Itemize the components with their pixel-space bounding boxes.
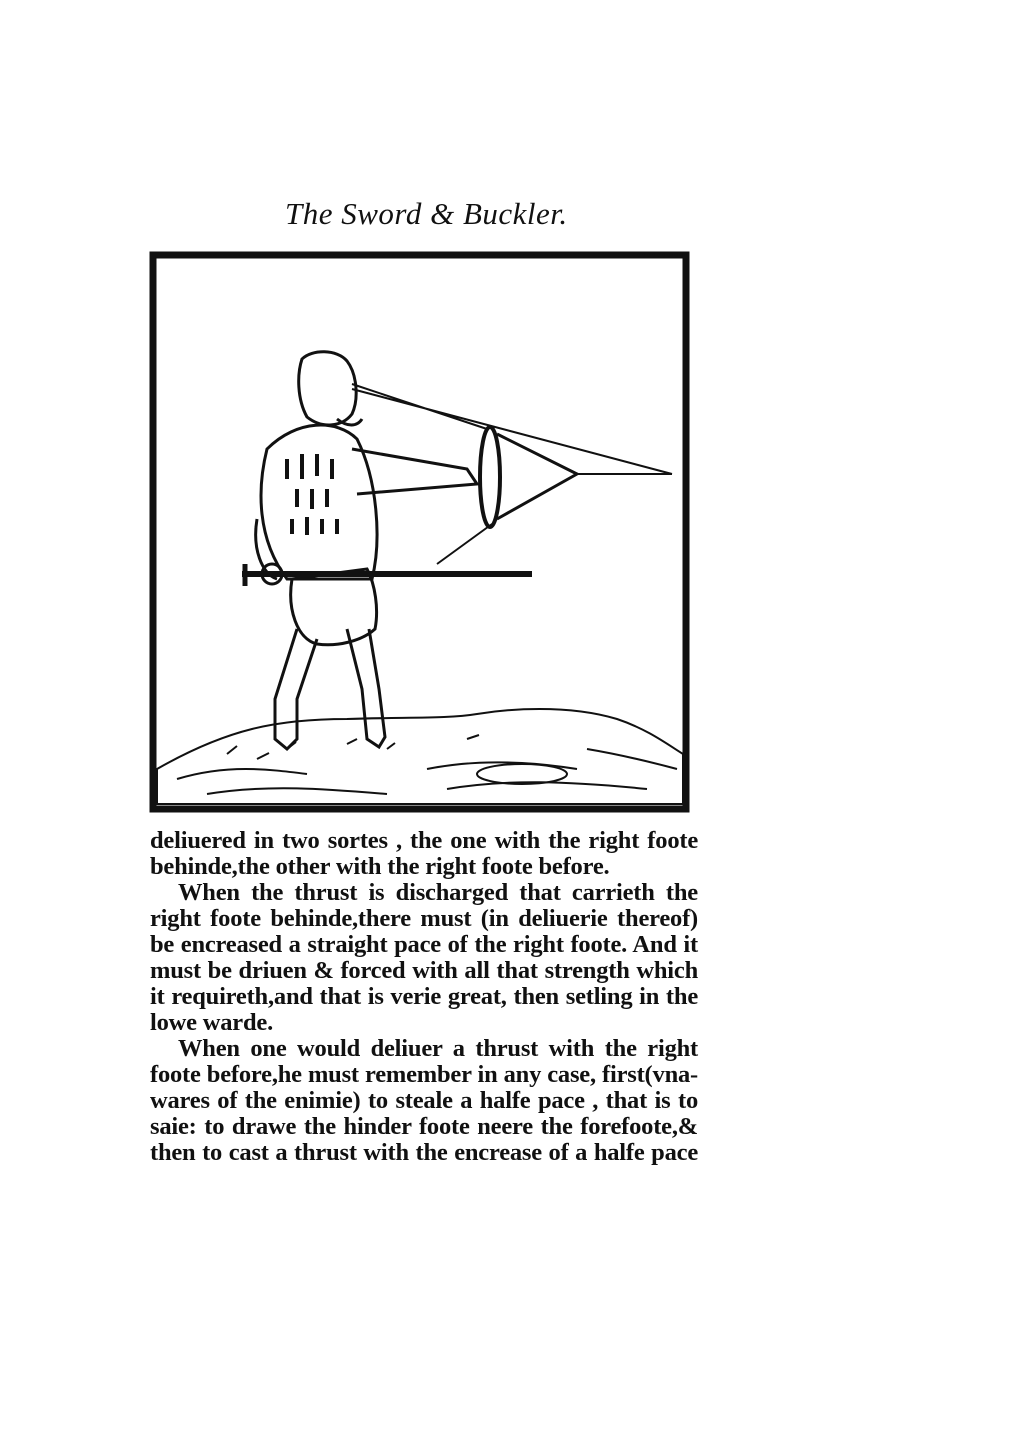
text-line: foote before,he must remember in any case, first(vna- — [150, 1061, 698, 1088]
text-line: wares of the enimie) to steale a halfe pace , that is to — [150, 1087, 698, 1114]
text-line: be encreased a straight pace of the right foote. And it — [150, 931, 698, 958]
text-line: saie: to drawe the hinder foote neere the forefoote,& — [150, 1113, 698, 1140]
paragraph-2 — [150, 880, 698, 1036]
text-line: When one would deliuer a thrust with the right — [178, 1035, 698, 1062]
text-line: then to cast a thrust with the encrease of a halfe pace — [150, 1139, 698, 1166]
text-line: it requireth,and that is verie great, then setling in the — [150, 983, 698, 1010]
paragraph-3 — [150, 1036, 698, 1166]
woodcut-illustration — [147, 249, 695, 821]
fencer-woodcut-icon — [147, 249, 695, 821]
text-line: must be driuen & forced with all that strength which — [150, 957, 698, 984]
running-head: The Sword & Buckler. — [285, 196, 568, 231]
text-line: lowe warde. — [150, 1009, 273, 1036]
body-text — [150, 828, 698, 1166]
text-line: right foote behinde,there must (in deliuerie thereof) — [150, 905, 698, 932]
text-line: behinde,the other with the right foote before. — [150, 853, 610, 880]
text-line: deliuered in two sortes , the one with the right foote — [150, 827, 698, 854]
text-line: When the thrust is discharged that carrieth the — [178, 879, 698, 906]
paragraph-1 — [150, 828, 698, 880]
